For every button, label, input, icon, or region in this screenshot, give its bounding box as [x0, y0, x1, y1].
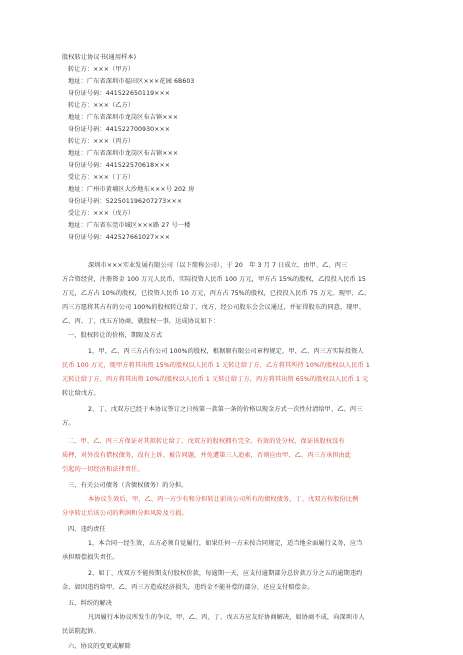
intro-line: 深圳市×××实业发展有限公司（以下简称公司），于 20 年 3 月 7 日成立，由甲、乙、丙三	[88, 262, 348, 269]
party-line: 身份证号码：442527661027×××	[68, 234, 171, 241]
clause-line: 2、丁、戊双方已经于本协议签订之日按第一款第一条的价格以现金方式一次性付清给甲、乙、丙三	[88, 406, 363, 413]
party-line: 转让方：×××（甲方）	[68, 66, 135, 73]
section-3-line: 本协议生效后，甲、乙、丙一方少有和分担转让前该公司所有的债权债务，丁、戊双方按股份比例	[88, 496, 359, 503]
clause-line-highlight: 元转让给丁方，丙方将其出资 10%的股权以人民币 1 元转让给丁方，丙方将其出资 65%的股权以人民币 1 元	[62, 376, 369, 383]
intro-line: 万元，乙方占 10%的股权，已投资人民币 10 万元，丙方占 75%的股权，已投投入民币 75 万元。现甲、乙、	[62, 290, 371, 297]
clause-line: 金，如因违约给甲、乙、丙三方造成经济损失，违约金不能补偿的部分，还应支付赔偿金。	[62, 584, 314, 591]
party-line: 身份证号码：522501196207273×××	[68, 198, 183, 205]
party-line: 身份证号码：441522570618×××	[68, 162, 171, 169]
document-title: 股权转让协议书(通用样本)	[62, 54, 137, 61]
clause-line: 2、如丁、戊双方不能按期支付股权价款，每逾期一天，应支付逾期部分总价款万分之五的逾期违约	[88, 570, 363, 577]
intro-line: 方合资经营，注册资金 100 万元人民币，实际投资人民币 100 万元，甲方占 15%的股权，乙投投入民币 15	[62, 276, 366, 283]
clause-line: 承担赔偿损失责任。	[62, 554, 119, 561]
section-5-line: 民法院起诉。	[62, 628, 100, 635]
section-1-title: 一、股权转让的价格，期限及方式	[68, 332, 163, 339]
party-line: 转让方：×××（乙方）	[68, 102, 135, 109]
section-4-title: 四、违约责任	[68, 526, 106, 533]
party-line: 受让方：×××（丁方）	[68, 174, 135, 181]
clause-line: 1、甲、乙、丙三方占有公司 100%的股权，根据原有限公司章程规定，甲、乙、丙三方实际投资人	[88, 348, 364, 355]
section-5-line: 凡因履行本协议所发生的争议，甲、乙、丙、丁、戊五方应友好协商解决，如协商不成，向深圳市人	[88, 614, 365, 621]
party-line: 受让方：×××（戊方）	[68, 210, 135, 217]
section-3-title: 三、有关公司债务（含债权债务）的分担。	[68, 482, 188, 489]
section-2-line: 质押，对外没有借权债务，没有上诉、被告问题，并免遭第三人追索，否则应由甲、乙、丙三方承担由此	[62, 452, 352, 459]
clause-line: 转让给戊方。	[62, 390, 100, 397]
party-line: 地址：广东省深圳市龙岗区布吉镇×××	[68, 114, 179, 121]
clause-line: 方。	[62, 420, 75, 427]
party-line: 身份证号码：441522650119×××	[68, 90, 171, 97]
party-line: 地址：广东省深圳市福田区×××花园 6B603	[68, 78, 195, 85]
party-line: 地址：广州市黄埔区大沙地东×××号 202 房	[68, 186, 195, 193]
section-2-line: 二、甲、乙、丙三方保证对其拟转让给丁、戊双方的股权拥有完全、有效的处分权，保证该股权没有	[68, 438, 345, 445]
clause-line-highlight: 民币 100 万元，现甲方将其出资 15%的股权以人民币 1 元转让给丁方，乙方将其所持 10%的股权以人民币 1	[62, 362, 370, 369]
clause-line: 1、本合同一经生效，五方必须自觉履行，如果任何一方未按合同规定，适当地全面履行义务，应当	[88, 540, 363, 547]
section-6-title: 六、协议的变更或解除	[68, 643, 131, 650]
party-line: 身份证号码：441522700930×××	[68, 126, 171, 133]
intro-line: 丙三方愿将其占有的公司 100%的股权转让给丁、戊方，经公司股东会会议通过，并征得股东的同意，现甲、	[62, 304, 366, 311]
section-3-line: 分享转让后该公司的利润和分担风险及亏损。	[62, 510, 188, 517]
party-line: 地址：广东省深圳市龙岗区布吉镇×××	[68, 150, 179, 157]
party-line: 转让方：×××（丙方）	[68, 138, 135, 145]
section-2-line: 引起的一切经济和法律责任。	[62, 466, 144, 473]
party-line: 地址：广东省东莞市城区×××路 27 号一楼	[68, 222, 191, 229]
section-5-title: 五、纠纷的解决	[68, 600, 113, 607]
intro-line: 乙、丙、丁、戊五方协商，就股权一事，达成协议如下：	[62, 318, 220, 325]
